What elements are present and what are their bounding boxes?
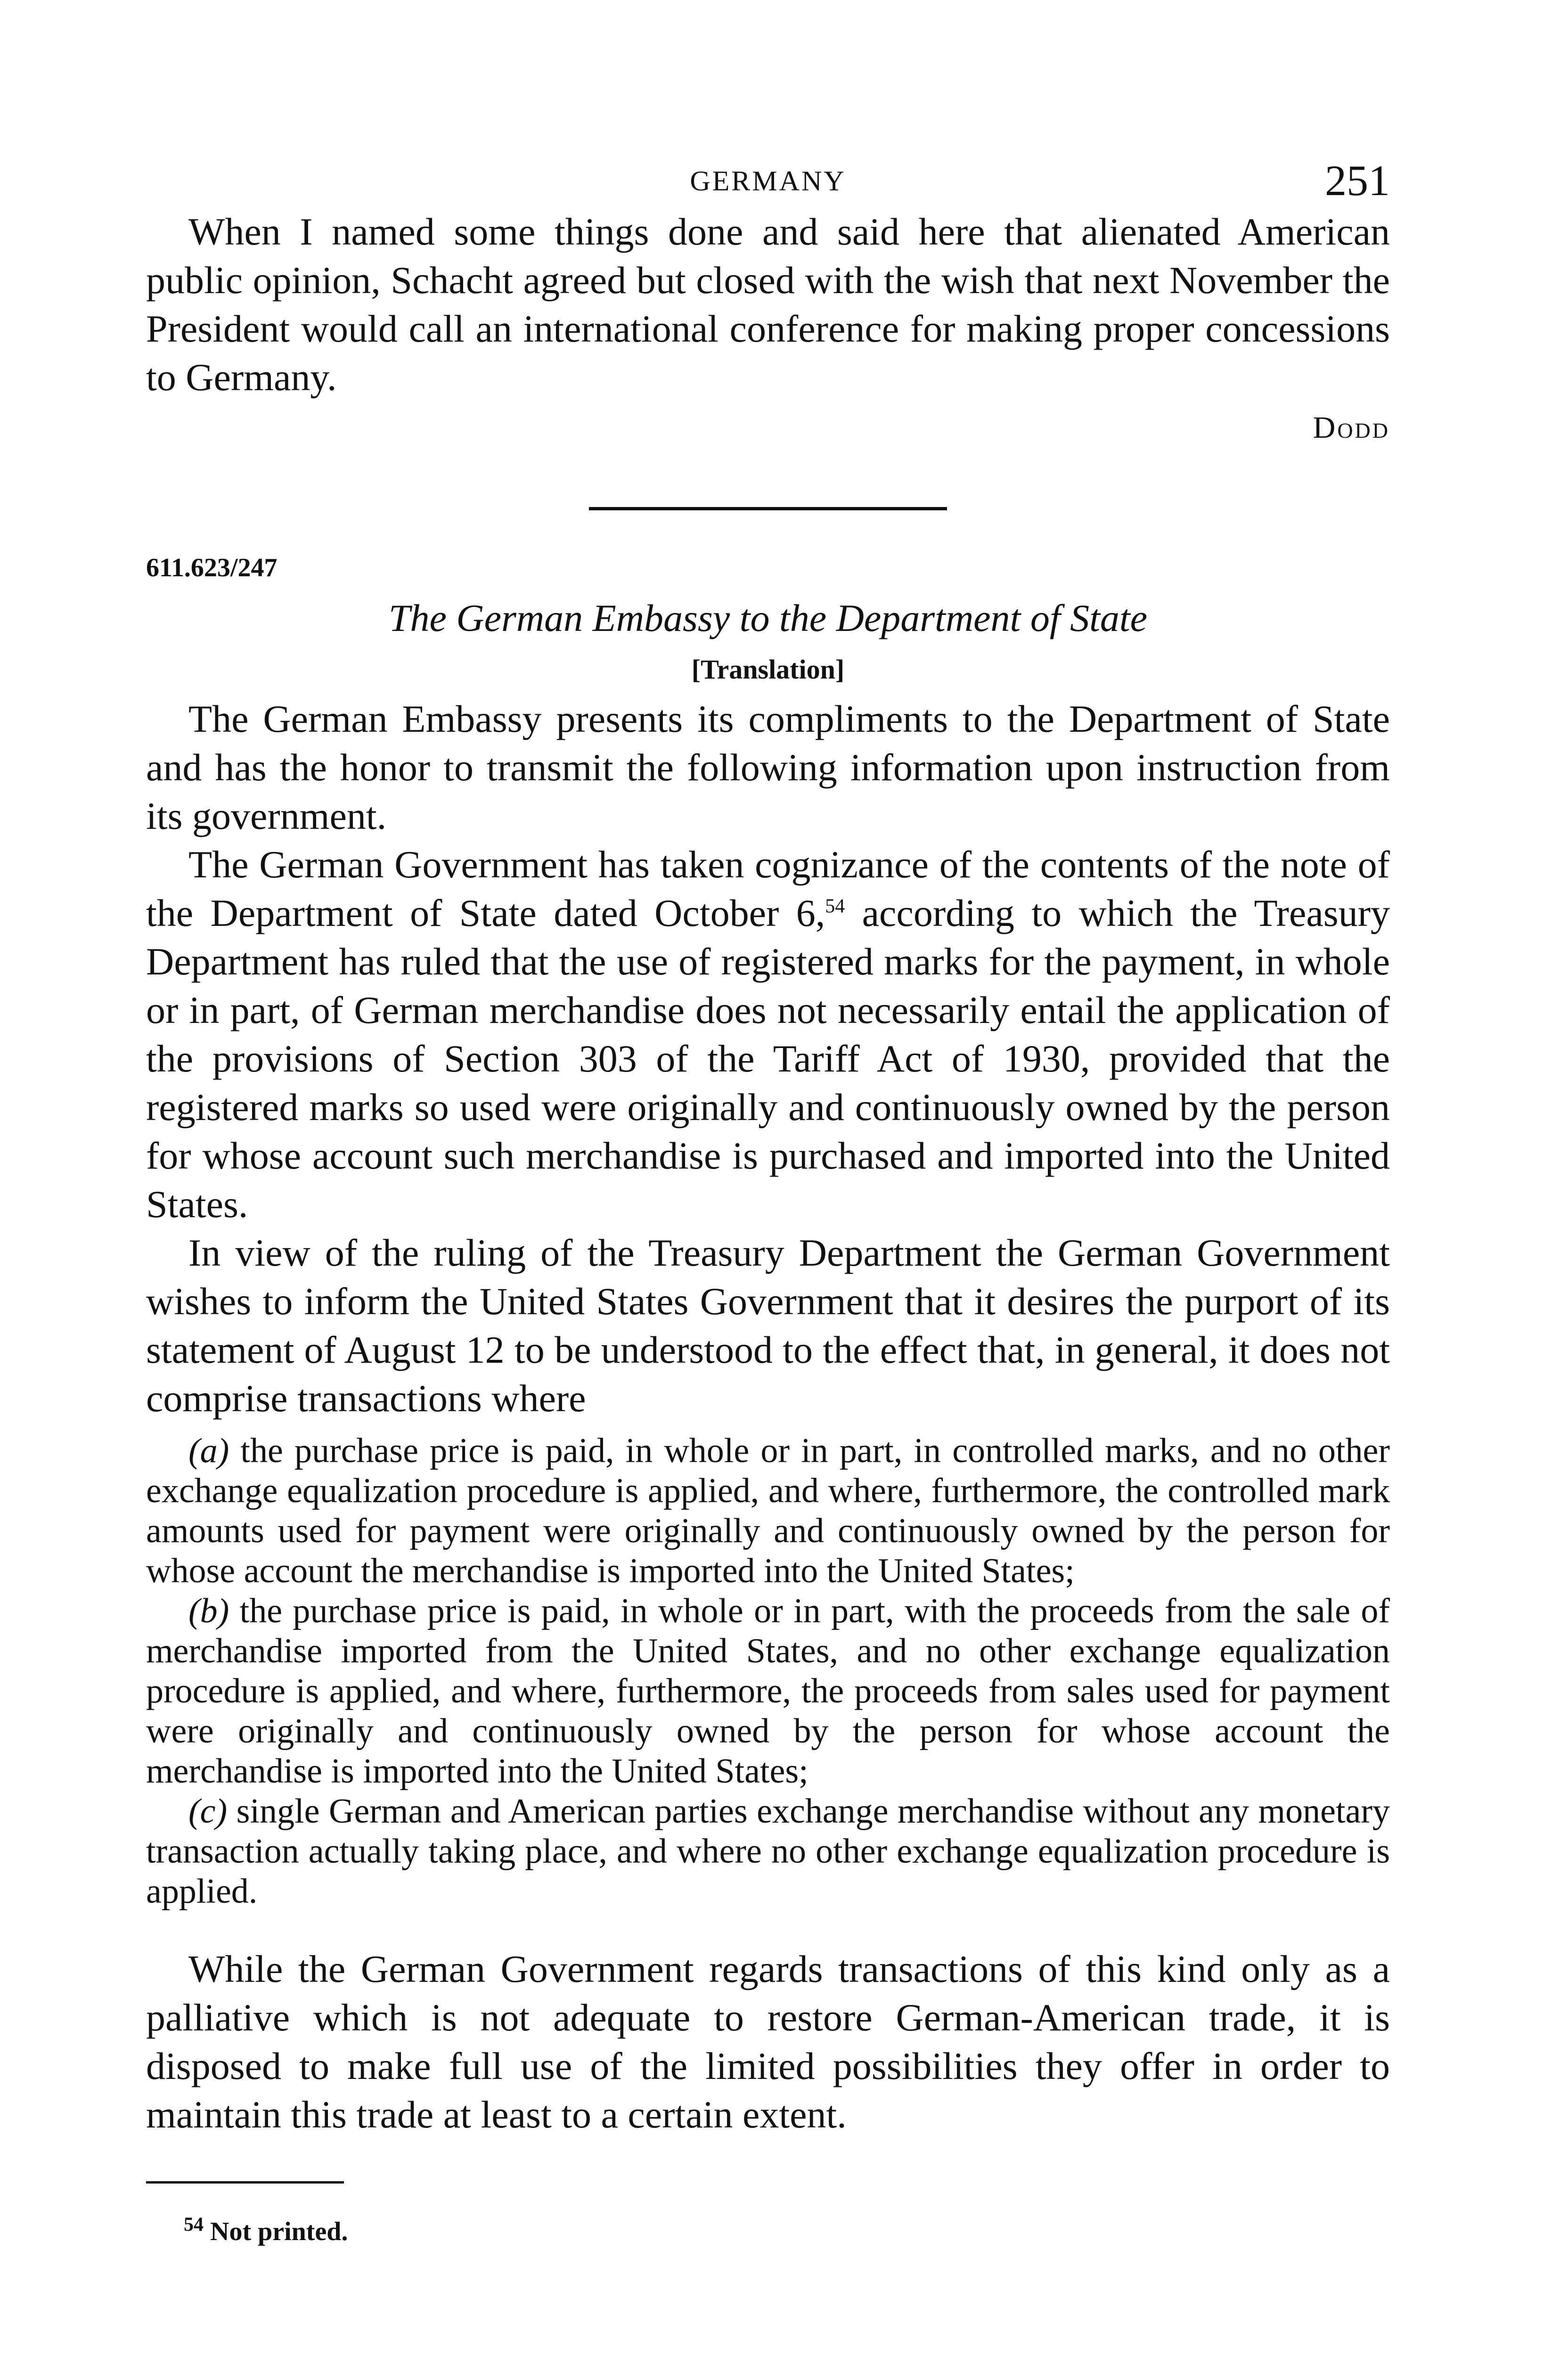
- body-paragraph-1: The German Embassy presents its compliments to the Department of State and has the honor to transmit the following information upon instruction from its government.: [146, 697, 1390, 837]
- document-page: [146, 155, 1390, 2247]
- preceding-paragraph: When I named some things done and said here that alienated American public opinion, Schacht agreed but closed with the wish that next November the President would call an international conference for making proper concessions to Germany.: [146, 210, 1390, 399]
- body-paragraph-2: [146, 840, 1390, 1228]
- paragraph-2-text-b: according to which the Treasury Department has ruled that the use of registered marks for the payment, in whole or in part, of German merchandise does not necessarily entail the application of the provisions of Section 303 of the Tariff Act of 1930, provided that the registered marks so used were originally and continuously owned by the person for whose account such merchandise is purchased and imported into the United States.: [146, 892, 1390, 1226]
- list-marker: (b): [188, 1592, 229, 1630]
- file-number: 611.623/247: [146, 553, 278, 582]
- document-title: The German Embassy to the Department of State: [388, 597, 1148, 639]
- closing-paragraph: While the German Government regards transactions of this kind only as a palliative which is not adequate to restore German-American trade, it is disposed to make full use of the limited possibilities they offer in order to maintain this trade at least to a certain extent.: [146, 1947, 1390, 2136]
- running-head: [146, 155, 1390, 207]
- list-item-b: [146, 1591, 1390, 1792]
- section-divider: [589, 507, 947, 510]
- list-item-text: single German and American parties exchange merchandise without any monetary transaction actually taking place, and where no other exchange equalization procedure is applied.: [146, 1792, 1390, 1911]
- body-paragraph-3: In view of the ruling of the Treasury Department the German Government wishes to inform the United States Government that it desires the purport of its statement of August 12 to be understood to the effect that, in general, it does not comprise transactions where: [146, 1231, 1390, 1420]
- list-marker: (a): [188, 1432, 229, 1470]
- footnote-reference: 54: [825, 895, 845, 917]
- signature: Dodd: [1313, 410, 1390, 445]
- footnote-text: Not printed.: [204, 2217, 348, 2246]
- list-item-a: [146, 1431, 1390, 1591]
- list-item-text: the purchase price is paid, in whole or in part, with the proceeds from the sale of merchandise imported from the United States, and no other exchange equalization procedure is applied, and where, furthermore, the proceeds from sales used for payment were originally and continuously owned by the person for whose account the merchandise is imported into the United States;: [146, 1592, 1390, 1791]
- list-item-text: the purchase price is paid, in whole or in part, in controlled marks, and no other exchange equalization procedure is applied, and where, furthermore, the controlled mark amounts used for payment were originally and continuously owned by the person for whose account the merchandise is imported into the United States;: [146, 1432, 1390, 1590]
- paragraph-2-text-a: The German Government has taken cognizance of the contents of the note of the Department of State dated October 6,: [146, 843, 1390, 934]
- document-subtitle: [Translation]: [691, 654, 845, 685]
- page-number: 251: [1325, 156, 1390, 205]
- footnote-number: 54: [184, 2214, 204, 2236]
- list-item-c: [146, 1792, 1390, 1912]
- footnote: [146, 2214, 1390, 2247]
- footnote-divider: [146, 2181, 344, 2184]
- running-title: GERMANY: [690, 165, 846, 196]
- list-marker: (c): [188, 1792, 228, 1831]
- conditions-list: [146, 1431, 1390, 1912]
